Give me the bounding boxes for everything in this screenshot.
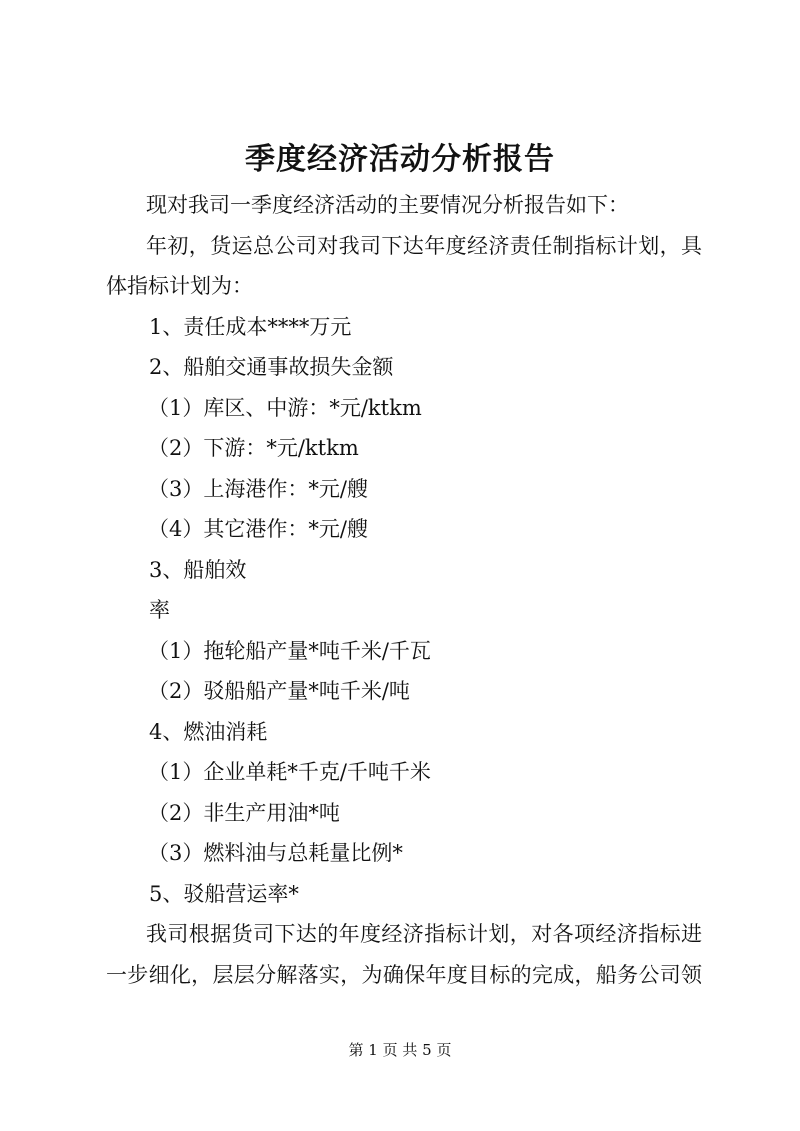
page-number-footer: 第 1 页 共 5 页 [348,1041,452,1059]
list-subitem: （1）拖轮船产量*吨千米/千瓦 [148,639,431,663]
list-item-continuation: 率 [149,598,170,622]
list-subitem: （3）上海港作：*元/艘 [148,477,368,501]
list-item: 3、船舶效 [149,558,247,582]
list-item: 2、船舶交通事故损失金额 [149,355,394,379]
list-subitem: （4）其它港作：*元/艘 [148,517,368,541]
list-subitem: （2）非生产用油*吨 [148,801,340,825]
list-subitem: （3）燃料油与总耗量比例* [148,841,403,865]
list-subitem: （2）驳船船产量*吨千米/吨 [148,679,410,703]
list-subitem: （1）库区、中游：*元/ktkm [148,396,422,420]
document-title: 季度经济活动分析报告 [245,142,555,177]
list-item: 5、驳船营运率* [149,882,299,906]
paragraph-line: 体指标计划为： [106,274,253,298]
list-item: 1、责任成本****万元 [149,315,352,339]
list-item: 4、燃油消耗 [149,720,268,744]
paragraph-line: 我司根据货司下达的年度经济指标计划，对各项经济指标进 [146,922,702,946]
paragraph-intro: 现对我司一季度经济活动的主要情况分析报告如下： [146,193,629,217]
paragraph-line: 年初，货运总公司对我司下达年度经济责任制指标计划，具 [146,234,702,258]
list-subitem: （2）下游：*元/ktkm [148,436,359,460]
paragraph-line: 一步细化，层层分解落实，为确保年度目标的完成，船务公司领 [106,963,702,987]
list-subitem: （1）企业单耗*千克/千吨千米 [148,760,431,784]
